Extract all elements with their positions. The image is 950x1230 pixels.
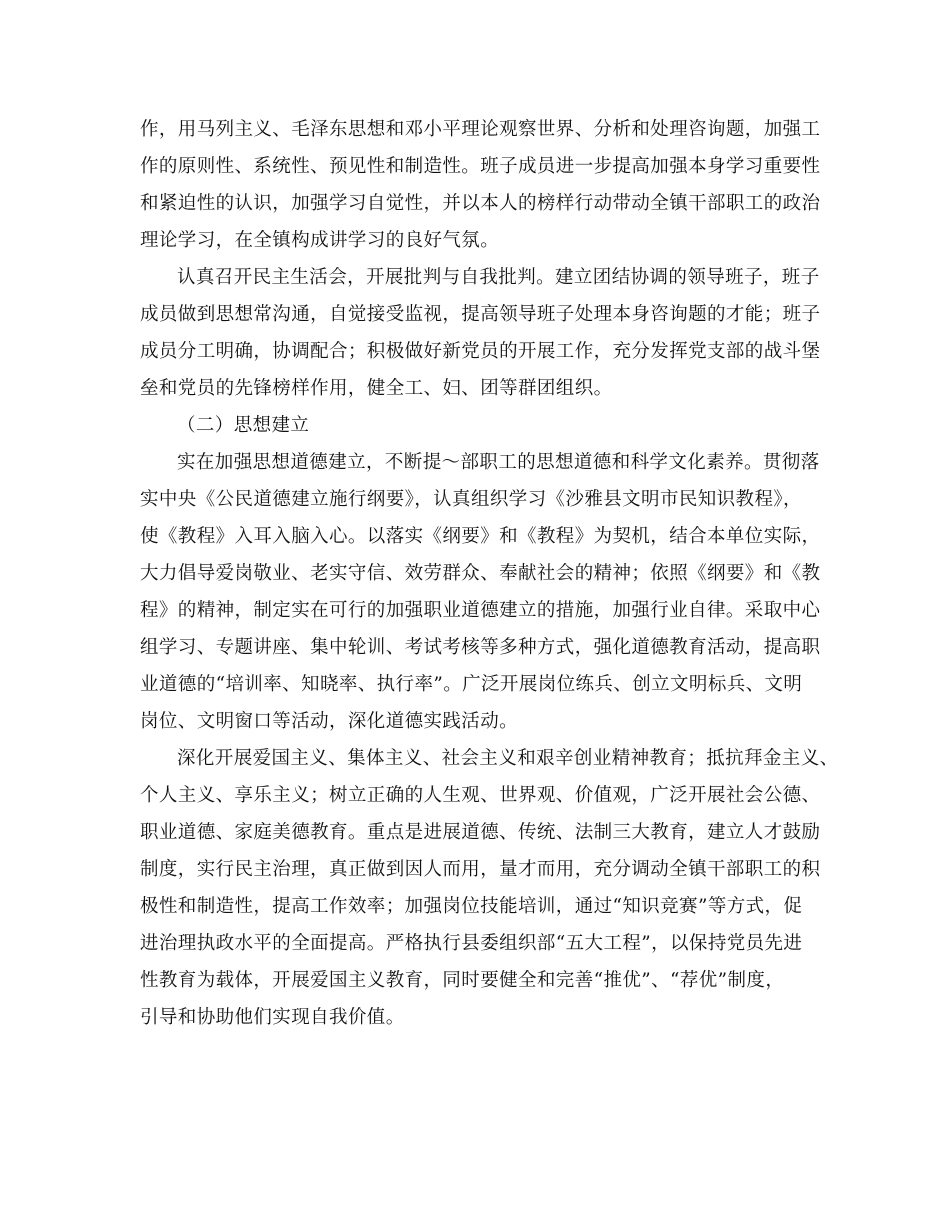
paragraph-4-line-4: 制度，实行民主治理，真正做到因人而用，量才而用，充分调动全镇干部职工的积 xyxy=(140,859,821,880)
paragraph-3-line-3: 使《教程》入耳入脑入心。以落实《纲要》和《教程》为契机，结合本单位实际， xyxy=(140,526,821,547)
paragraph-2-line-2: 成员做到思想常沟通，自觉接受监视，提高领导班子处理本身咨询题的才能；班子 xyxy=(140,304,821,325)
paragraph-3-line-8: 岗位、文明窗口等活动，深化道德实践活动。 xyxy=(140,711,519,732)
paragraph-4-line-7: 性教育为载体，开展爱国主义教育，同时要健全和完善“推优”、“荐优”制度， xyxy=(140,970,785,991)
paragraph-1-line-3: 和紧迫性的认识，加强学习自觉性，并以本人的榜样行动带动全镇干部职工的政治 xyxy=(140,193,821,214)
paragraph-4-line-3: 职业道德、家庭美德教育。重点是进展道德、传统、法制三大教育，建立人才鼓励 xyxy=(140,822,821,843)
paragraph-3-line-6: 组学习、专题讲座、集中轮训、考试考核等多种方式，强化道德教育活动，提高职 xyxy=(140,637,821,658)
paragraph-3-line-4: 大力倡导爱岗敬业、老实守信、效劳群众、奉献社会的精神；依照《纲要》和《教 xyxy=(140,563,821,584)
paragraph-4-line-2: 个人主义、享乐主义；树立正确的人生观、世界观、价值观，广泛开展社会公德、 xyxy=(140,785,821,806)
paragraph-2-line-1: 认真召开民主生活会，开展批判与自我批判。建立团结协调的领导班子，班子 xyxy=(177,267,820,288)
paragraph-3-line-1: 实在加强思想道德建立，不断提～部职工的思想道德和科学文化素养。贯彻落 xyxy=(177,452,820,473)
paragraph-1-line-4: 理论学习，在全镇构成讲学习的良好气氛。 xyxy=(140,230,500,251)
paragraph-3-line-5: 程》的精神，制定实在可行的加强职业道德建立的措施，加强行业自律。采取中心 xyxy=(140,600,821,621)
paragraph-3-line-2: 实中央《公民道德建立施行纲要》，认真组织学习《沙雅县文明市民知识教程》， xyxy=(140,489,802,510)
paragraph-2-line-4: 垒和党员的先锋榜样作用，健全工、妇、团等群团组织。 xyxy=(140,378,613,399)
paragraph-4-line-1: 深化开展爱国主义、集体主义、社会主义和艰辛创业精神教育；抵抗拜金主义、 xyxy=(177,748,839,769)
section-heading: （二）思想建立 xyxy=(177,415,310,436)
paragraph-4-line-5: 极性和制造性，提高工作效率；加强岗位技能培训，通过“知识竞赛”等方式，促 xyxy=(140,896,803,917)
paragraph-1-line-1: 作，用马列主义、毛泽东思想和邓小平理论观察世界、分析和处理咨询题，加强工 xyxy=(140,119,821,140)
paragraph-2-line-3: 成员分工明确，协调配合；积极做好新党员的开展工作，充分发挥党支部的战斗堡 xyxy=(140,341,821,362)
paragraph-4-line-8: 引导和协助他们实现自我价值。 xyxy=(140,1007,405,1028)
paragraph-1-line-2: 作的原则性、系统性、预见性和制造性。班子成员进一步提高加强本身学习重要性 xyxy=(140,156,821,177)
paragraph-3-line-7: 业道德的“培训率、知晓率、执行率”。广泛开展岗位练兵、创立文明标兵、文明 xyxy=(140,674,803,695)
paragraph-4-line-6: 进治理执政水平的全面提高。严格执行县委组织部“五大工程”，以保持党员先进 xyxy=(140,933,803,954)
